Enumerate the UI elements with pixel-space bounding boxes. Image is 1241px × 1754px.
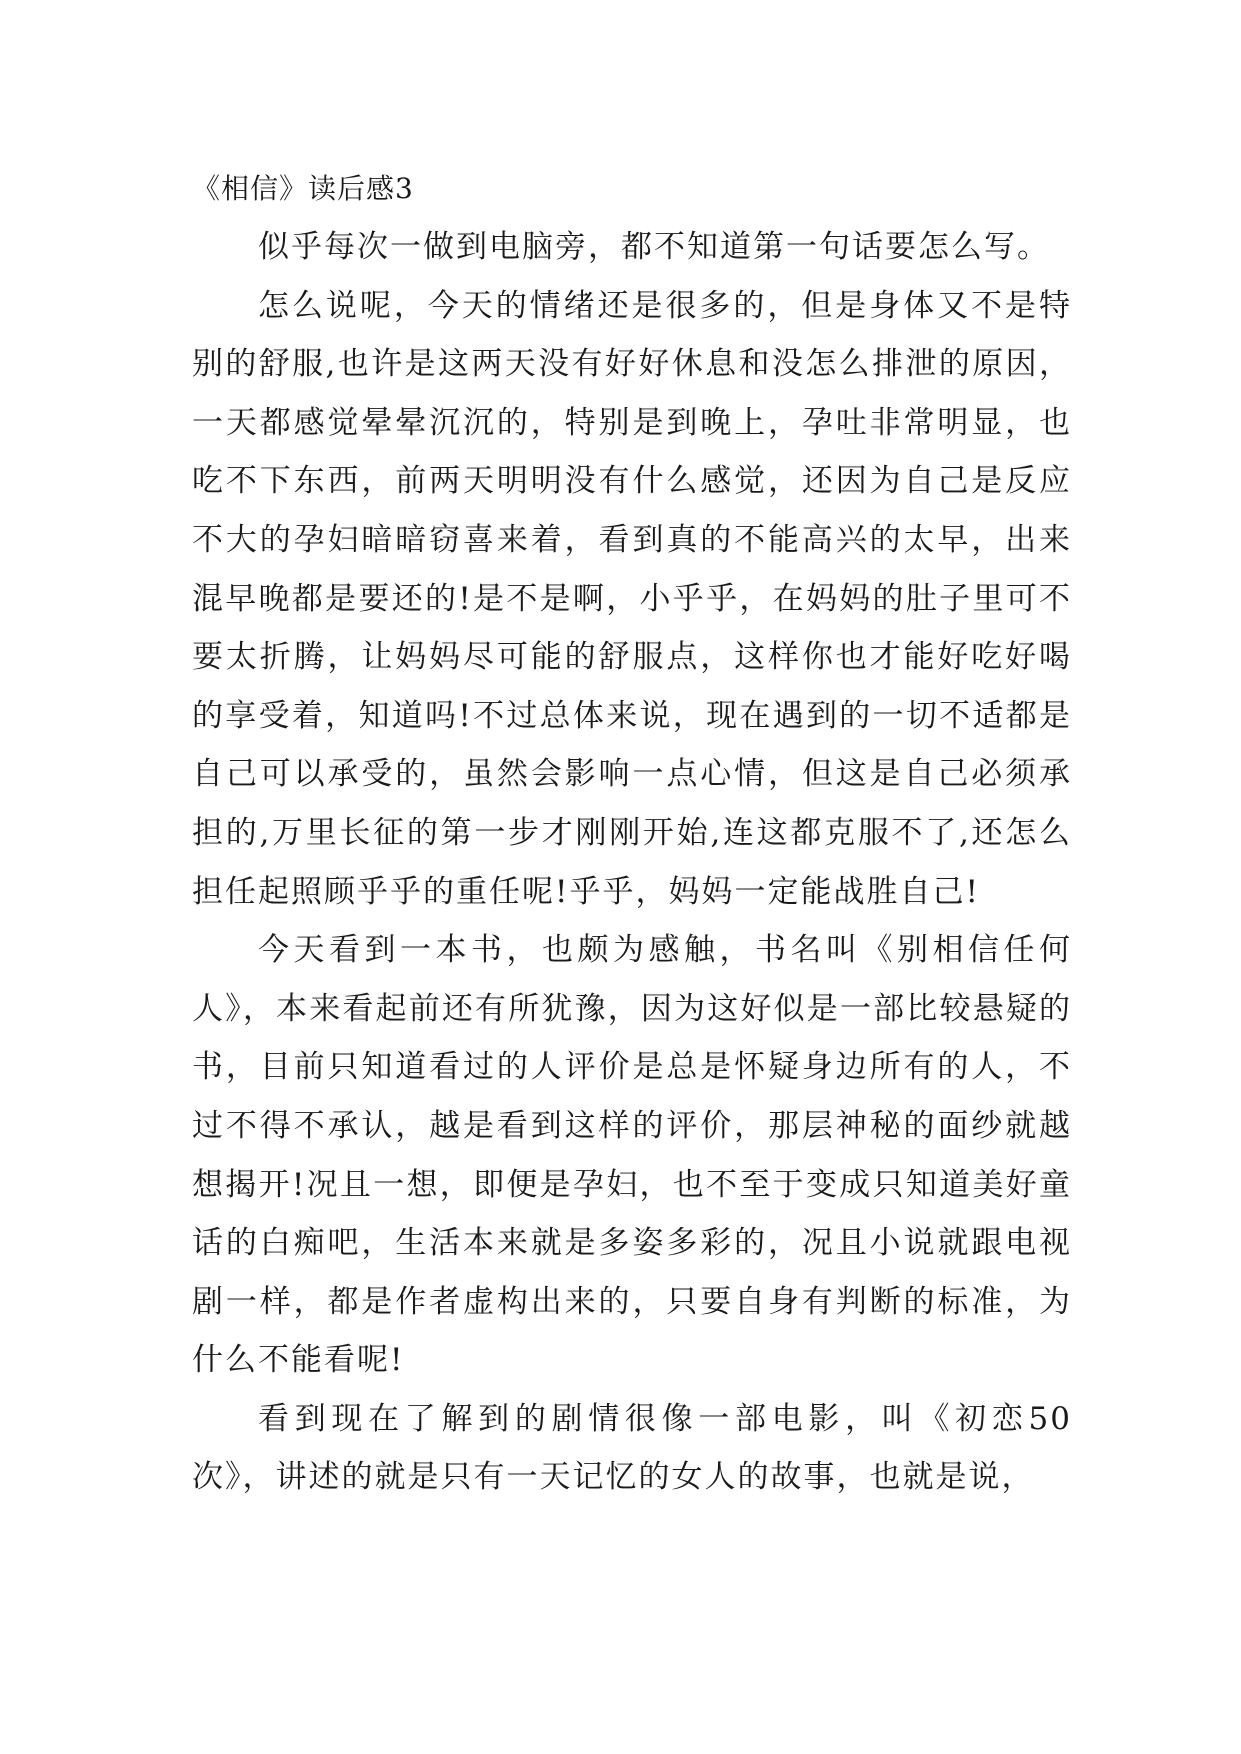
paragraph-2: 怎么说呢，今天的情绪还是很多的，但是身体又不是特别的舒服,也许是这两天没有好好休息和没怎么排泄的原因，一天都感觉晕晕沉沉的，特别是到晚上，孕吐非常明显，也吃不下东西，前两天明明没有什么感觉，还因为自己是反应不大的孕妇暗暗窃喜来着，看到真的不能高兴的太早，出来混早晚都是要还的!是不是啊，小乎乎，在妈妈的肚子里可不要太折腾，让妈妈尽可能的舒服点，这样你也才能好吃好喝的享受着，知道吗!不过总体来说，现在遇到的一切不适都是自己可以承受的，虽然会影响一点心情，但这是自己必须承担的,万里长征的第一步才刚刚开始,连这都克服不了,还怎么担任起照顾乎乎的重任呢!乎乎，妈妈一定能战胜自己! <box>192 287 1072 910</box>
paragraph-1: 似乎每次一做到电脑旁，都不知道第一句话要怎么写。 <box>258 229 1050 265</box>
document-title: 《相信》读后感3 <box>192 172 414 205</box>
paragraph-3: 今天看到一本书，也颇为感触，书名叫《别相信任何人》，本来看起前还有所犹豫，因为这好似是一部比较悬疑的书，目前只知道看过的人评价是总是怀疑身边所有的人，不过不得不承认，越是看到这样的评价，那层神秘的面纱就越想揭开!况且一想，即便是孕妇，也不至于变成只知道美好童话的白痴吧，生活本来就是多姿多彩的，况且小说就跟电视剧一样，都是作者虚构出来的，只要自身有判断的标准，为什么不能看呢! <box>192 932 1072 1379</box>
paragraph-4: 看到现在了解到的剧情很像一部电影，叫《初恋50次》，讲述的就是只有一天记忆的女人的故事，也就是说， <box>192 1400 1072 1496</box>
document-body <box>192 160 1072 1507</box>
